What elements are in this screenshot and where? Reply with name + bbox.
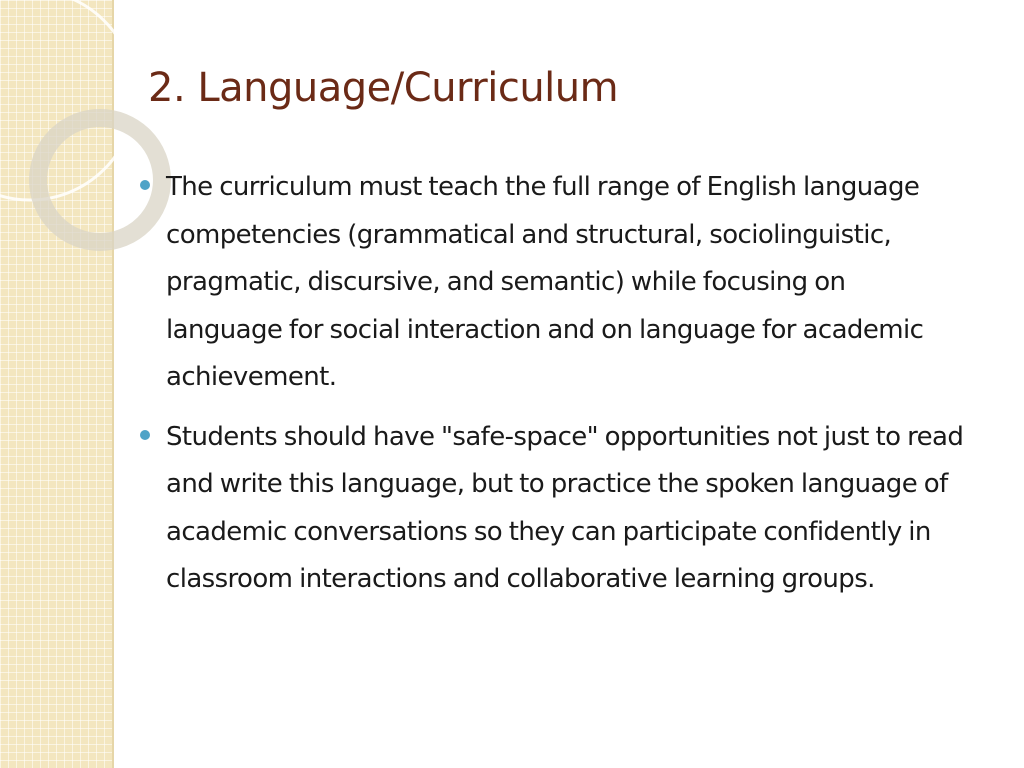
bullet-icon	[140, 430, 150, 440]
bullet-item	[138, 414, 968, 604]
decorative-ring-large	[0, 0, 135, 200]
bullet-text: Students should have "safe-space" opportunities not just to read and write this language, but to practice the spoken language of academic conversations so they can participate confidently in classroom interactions and collaborative learning groups.	[166, 421, 964, 594]
bullet-text: The curriculum must teach the full range of English language competencies (grammatical and structural, sociolinguistic, pragmatic, discursive, and semantic) while focusing on language for social interaction and on language for academic achievement.	[166, 172, 924, 392]
bullet-icon	[140, 180, 150, 190]
bullet-item	[138, 164, 968, 402]
slide-title: 2. Language/Curriculum	[148, 65, 619, 111]
bullet-list	[138, 164, 968, 616]
